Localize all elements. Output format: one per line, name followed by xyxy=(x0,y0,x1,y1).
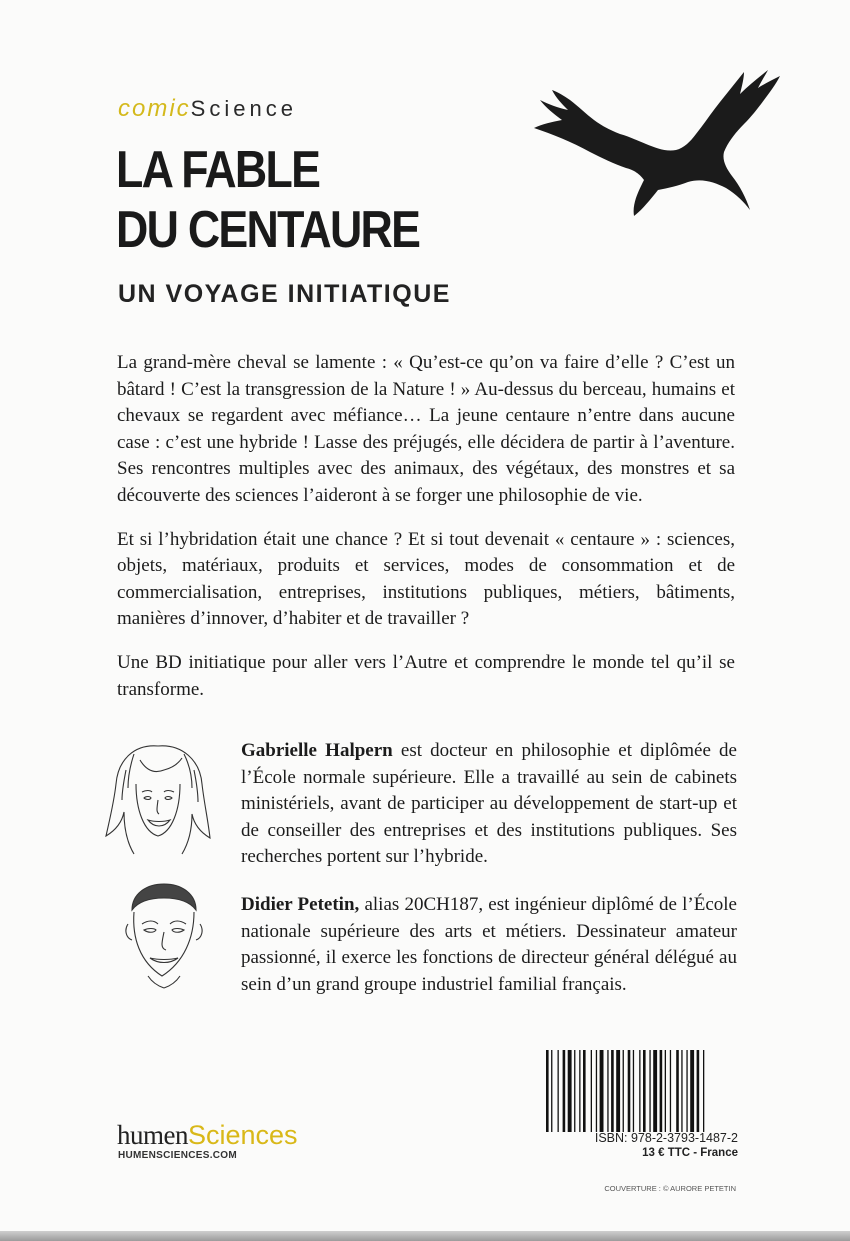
author-name-petetin: Didier Petetin, xyxy=(241,894,360,915)
publisher-website: HUMENSCIENCES.COM xyxy=(118,1150,237,1161)
book-subtitle: UN VOYAGE INITIATIQUE xyxy=(118,280,451,308)
bird-silhouette-icon xyxy=(532,70,782,230)
scan-edge xyxy=(0,1231,850,1241)
book-title xyxy=(116,140,419,260)
author-bio-petetin xyxy=(241,892,737,998)
author-portrait-halpern xyxy=(104,740,212,858)
back-cover-blurb xyxy=(117,350,735,720)
author-bio-halpern xyxy=(241,738,737,871)
publisher-logo-humen: humen xyxy=(117,1120,188,1150)
publisher-logo xyxy=(117,1120,298,1150)
price-label: 13 € TTC - France xyxy=(642,1147,738,1159)
book-title-line-1: LA FABLE xyxy=(116,141,320,199)
publisher-logo-sciences: Sciences xyxy=(188,1120,298,1150)
blurb-paragraph-1: La grand-mère cheval se lamente : « Qu’est-ce qu’on va faire d’elle ? C’est un bâtard ! C’est la transgression de la Nature ! » Au-dessus du berceau, humains et chevaux se regardent avec méfiance… La jeune centaure n’entre dans aucune case : c’est une hybride ! Lasse des préjugés, elle décidera de partir à l’aventure. Ses rencontres multiples avec des animaux, des végétaux, des monstres et sa découverte des sciences l’aideront à se forger une philosophie de vie. xyxy=(117,352,735,506)
collection-logo-science: Science xyxy=(190,96,297,121)
barcode-icon xyxy=(542,1050,740,1132)
blurb-paragraph-2: Et si l’hybridation était une chance ? Et si tout devenait « centaure » : sciences, objets, matériaux, produits et services, modes de consommation et de commercialisation, entreprises, institutions publiques, métiers, bâtiments, manières d’innover, d’habiter et de travailler ? xyxy=(117,528,735,630)
collection-logo xyxy=(118,94,297,124)
collection-logo-comic: comic xyxy=(118,95,191,122)
author-bio-text-halpern: est docteur en philosophie et diplômée de l’École normale supérieure. Elle a travaillé au sein de cabinets ministériels, avant de participer au développement de start-up et de conseiller des entreprises et des institutions publiques. Ses recherches portent sur l’hybride. xyxy=(241,740,737,868)
book-title-line-2: DU CENTAURE xyxy=(116,201,420,259)
author-bio-text-petetin: alias 20CH187, est ingénieur diplômé de l’École nationale supérieure des arts et métiers. Dessinateur amateur passionné, il exerce les fonctions de directeur général délégué au sein d’un grand groupe industriel familial français. xyxy=(241,894,737,995)
cover-credit: COUVERTURE : © AURORE PETETIN xyxy=(604,1184,736,1193)
isbn-label: ISBN: 978-2-3793-1487-2 xyxy=(594,1131,738,1145)
blurb-paragraph-3: Une BD initiatique pour aller vers l’Autre et comprendre le monde tel qu’il se transforme. xyxy=(117,651,735,700)
author-portrait-petetin xyxy=(118,880,208,990)
author-name-halpern: Gabrielle Halpern xyxy=(241,740,393,761)
